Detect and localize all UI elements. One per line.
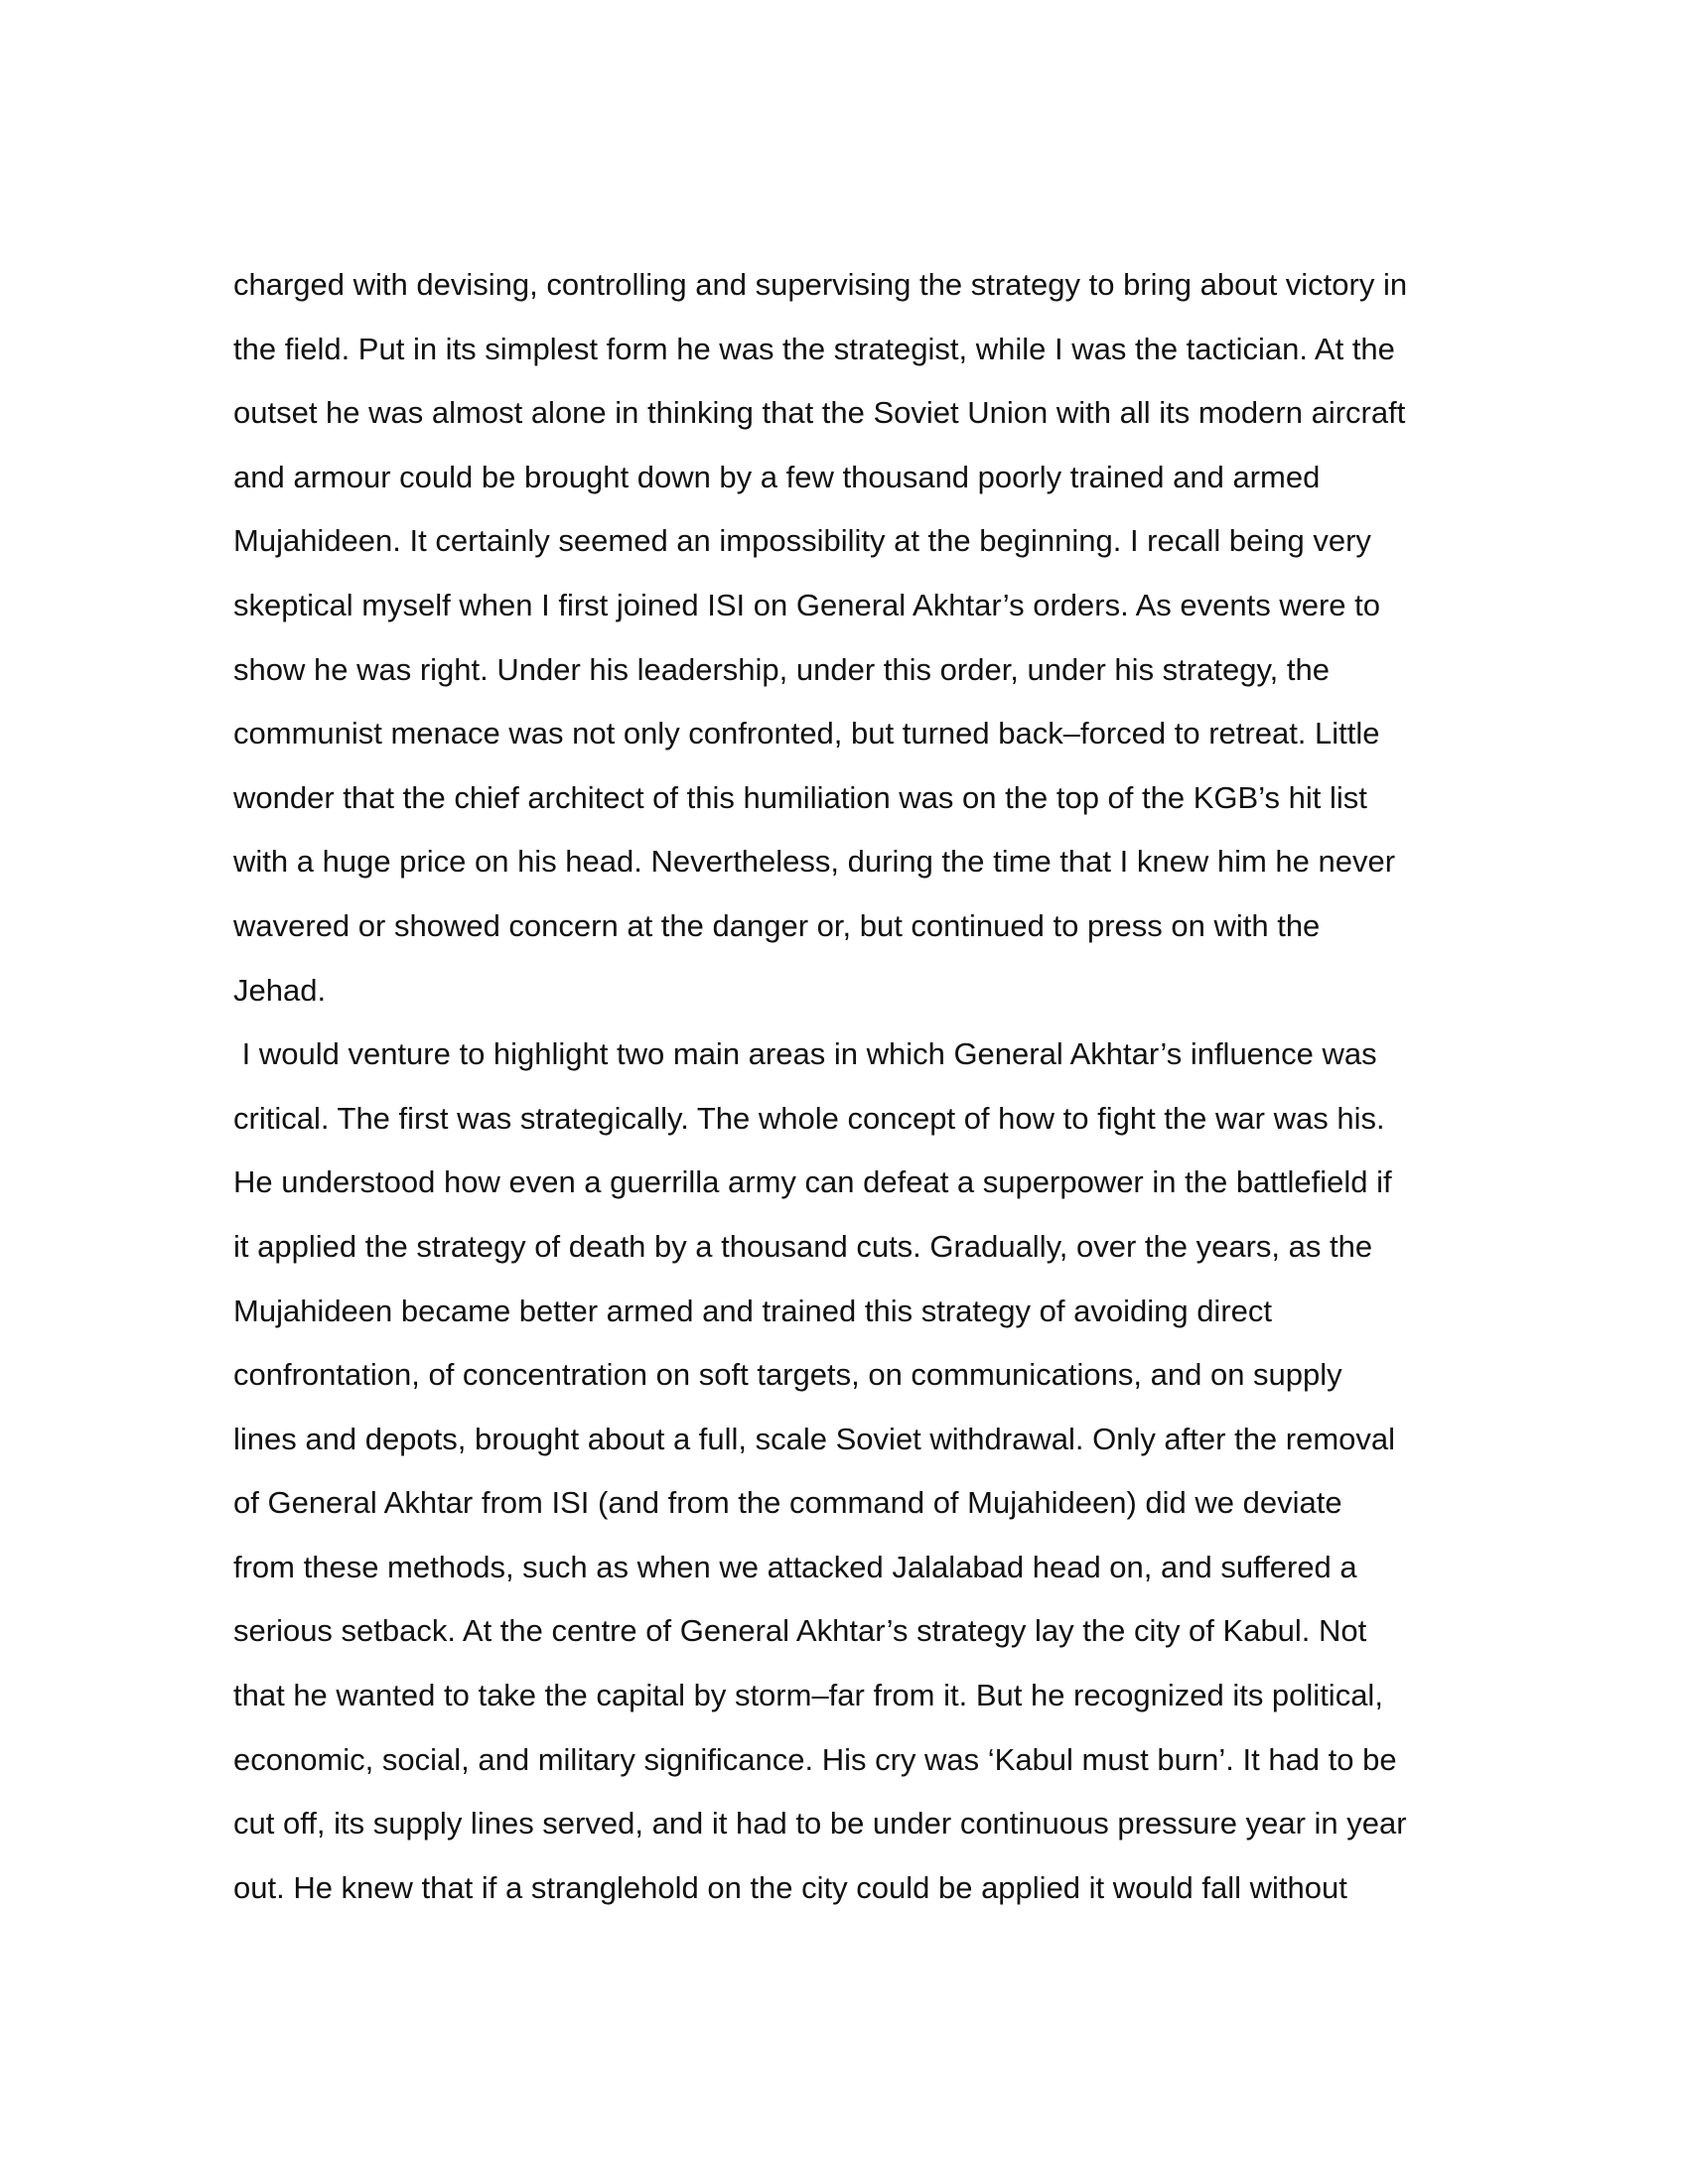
text-line: out. He knew that if a stranglehold on the city could be applied it would fall without: [233, 1869, 1347, 1905]
text-line: Mujahideen. It certainly seemed an impossibility at the beginning. I recall being very: [233, 523, 1371, 559]
text-line: communist menace was not only confronted, but turned back–forced to retreat. Little: [233, 716, 1380, 751]
text-line: Mujahideen became better armed and trained this strategy of avoiding direct: [233, 1293, 1272, 1328]
text-line: charged with devising, controlling and supervising the strategy to bring about victory in: [233, 267, 1408, 302]
text-line: I would venture to highlight two main areas in which General Akhtar’s influence was: [233, 1036, 1377, 1072]
text-line: wavered or showed concern at the danger or, but continued to press on with the: [233, 907, 1321, 943]
text-line: He understood how even a guerrilla army can defeat a superpower in the battlefield if: [233, 1164, 1392, 1200]
text-line: from these methods, such as when we attacked Jalalabad head on, and suffered a: [233, 1549, 1357, 1584]
text-line: serious setback. At the centre of General Akhtar’s strategy lay the city of Kabul. Not: [233, 1613, 1367, 1649]
body-text: [233, 253, 1465, 1920]
text-line: outset he was almost alone in thinking that the Soviet Union with all its modern aircraft: [233, 395, 1406, 431]
text-line: economic, social, and military significance. His cry was ‘Kabul must burn’. It had to be: [233, 1741, 1397, 1777]
text-line: lines and depots, brought about a full, scale Soviet withdrawal. Only after the removal: [233, 1421, 1396, 1456]
text-line: wonder that the chief architect of this humiliation was on the top of the KGB’s hit list: [233, 779, 1367, 815]
text-line: of General Akhtar from ISI (and from the command of Mujahideen) did we deviate: [233, 1485, 1342, 1521]
text-line: critical. The first was strategically. The whole concept of how to fight the war was his.: [233, 1100, 1385, 1136]
text-line: skeptical myself when I first joined ISI on General Akhtar’s orders. As events were to: [233, 587, 1381, 622]
text-line: it applied the strategy of death by a thousand cuts. Gradually, over the years, as the: [233, 1228, 1373, 1264]
text-line: that he wanted to take the capital by storm–far from it. But he recognized its political,: [233, 1678, 1383, 1713]
text-line: confrontation, of concentration on soft targets, on communications, and on supply: [233, 1357, 1342, 1393]
text-line: cut off, its supply lines served, and it had to be under continuous pressure year in year: [233, 1806, 1407, 1842]
text-line: with a huge price on his head. Nevertheless, during the time that I knew him he never: [233, 844, 1396, 880]
text-line: the field. Put in its simplest form he was the strategist, while I was the tactician. At the: [233, 331, 1395, 366]
text-line: and armour could be brought down by a few thousand poorly trained and armed: [233, 459, 1321, 494]
text-line: show he was right. Under his leadership, under this order, under his strategy, the: [233, 651, 1330, 687]
text-line: Jehad.: [233, 972, 327, 1008]
